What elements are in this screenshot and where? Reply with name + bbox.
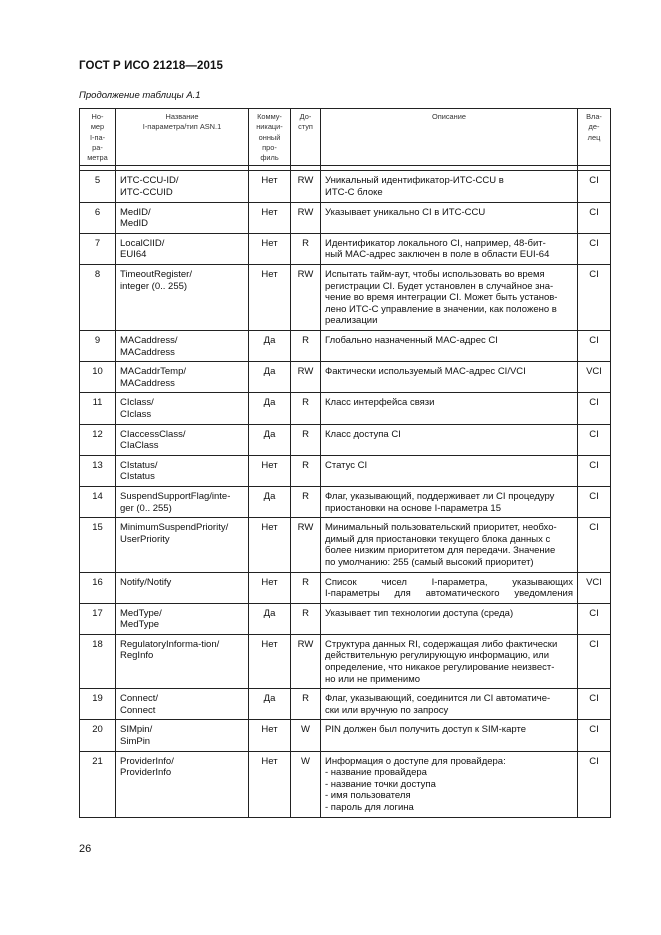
cell-owner: CI — [578, 689, 611, 720]
table-row — [80, 720, 611, 751]
cell-number: 14 — [80, 486, 116, 517]
cell-name: LocalCIID/ EUI64 — [116, 233, 249, 264]
cell-access: RW — [291, 202, 321, 233]
cell-comm-profile: Нет — [249, 572, 291, 603]
cell-access: R — [291, 393, 321, 424]
cell-access: RW — [291, 634, 321, 688]
table-row — [80, 486, 611, 517]
cell-description: PIN должен был получить доступ к SIM-карте — [321, 720, 578, 751]
cell-number: 11 — [80, 393, 116, 424]
cell-description: Указывает тип технологии доступа (среда) — [321, 603, 578, 634]
cell-comm-profile: Нет — [249, 518, 291, 572]
cell-number: 7 — [80, 233, 116, 264]
header-comm-profile: Комму- никаци- онный про- филь — [249, 109, 291, 166]
cell-number: 19 — [80, 689, 116, 720]
table-row — [80, 171, 611, 202]
cell-comm-profile: Нет — [249, 455, 291, 486]
cell-access: R — [291, 486, 321, 517]
cell-owner: CI — [578, 393, 611, 424]
cell-name: MedID/ MedID — [116, 202, 249, 233]
header-access: До- ступ — [291, 109, 321, 166]
cell-name: Notify/Notify — [116, 572, 249, 603]
header-description: Описание — [321, 109, 578, 166]
cell-owner: VCI — [578, 572, 611, 603]
cell-number: 21 — [80, 751, 116, 817]
cell-description: Флаг, указывающий, соединится ли CI автоматиче- ски или вручную по запросу — [321, 689, 578, 720]
table-row — [80, 233, 611, 264]
cell-access: R — [291, 233, 321, 264]
cell-description: Уникальный идентификатор-ИТС-CCU в ИТС-С блоке — [321, 171, 578, 202]
cell-description: Класс доступа CI — [321, 424, 578, 455]
cell-number: 20 — [80, 720, 116, 751]
cell-access: RW — [291, 362, 321, 393]
cell-access: RW — [291, 518, 321, 572]
table-caption: Продолжение таблицы А.1 — [79, 90, 201, 101]
cell-name: MACaddrTemp/ MACaddress — [116, 362, 249, 393]
cell-name: CIstatus/ CIstatus — [116, 455, 249, 486]
cell-number: 8 — [80, 265, 116, 331]
cell-name: SuspendSupportFlag/inte- ger (0.. 255) — [116, 486, 249, 517]
cell-access: R — [291, 572, 321, 603]
cell-access: R — [291, 424, 321, 455]
cell-number: 13 — [80, 455, 116, 486]
header-number: Но- мер I-па- ра- метра — [80, 109, 116, 166]
table-row — [80, 455, 611, 486]
cell-number: 17 — [80, 603, 116, 634]
cell-name: MinimumSuspendPriority/ UserPriority — [116, 518, 249, 572]
cell-number: 6 — [80, 202, 116, 233]
cell-comm-profile: Нет — [249, 720, 291, 751]
cell-owner: CI — [578, 486, 611, 517]
cell-access: RW — [291, 171, 321, 202]
cell-access: R — [291, 689, 321, 720]
parameter-table — [79, 108, 611, 818]
table-row — [80, 689, 611, 720]
cell-description: Список чисел I-параметра, указывающих I-параметры для автоматического уведомления — [321, 572, 578, 603]
table-row — [80, 202, 611, 233]
cell-access: RW — [291, 265, 321, 331]
cell-comm-profile: Да — [249, 486, 291, 517]
cell-description: Идентификатор локального CI, например, 48-бит- ный MAC-адрес заключен в поле в области EUI-64 — [321, 233, 578, 264]
cell-owner: CI — [578, 171, 611, 202]
cell-name: ProviderInfo/ ProviderInfo — [116, 751, 249, 817]
table-row — [80, 603, 611, 634]
cell-owner: CI — [578, 720, 611, 751]
cell-comm-profile: Нет — [249, 202, 291, 233]
table-row — [80, 265, 611, 331]
cell-description: Глобально назначенный MAC-адрес CI — [321, 331, 578, 362]
cell-number: 10 — [80, 362, 116, 393]
cell-number: 15 — [80, 518, 116, 572]
cell-description: Статус CI — [321, 455, 578, 486]
cell-comm-profile: Да — [249, 331, 291, 362]
cell-name: CIclass/ CIclass — [116, 393, 249, 424]
cell-owner: CI — [578, 603, 611, 634]
cell-comm-profile: Да — [249, 689, 291, 720]
cell-name: MedType/ MedType — [116, 603, 249, 634]
cell-access: W — [291, 720, 321, 751]
cell-number: 9 — [80, 331, 116, 362]
cell-description: Указывает уникально CI в ИТС-CCU — [321, 202, 578, 233]
cell-name: Connect/ Connect — [116, 689, 249, 720]
cell-owner: CI — [578, 455, 611, 486]
header-name: Название I-параметра/тип ASN.1 — [116, 109, 249, 166]
header-owner: Вла- де- лец — [578, 109, 611, 166]
cell-name: TimeoutRegister/ integer (0.. 255) — [116, 265, 249, 331]
cell-comm-profile: Да — [249, 603, 291, 634]
cell-name: CIaccessClass/ CIaClass — [116, 424, 249, 455]
table-row — [80, 331, 611, 362]
cell-access: R — [291, 455, 321, 486]
table-body — [80, 166, 611, 817]
cell-owner: VCI — [578, 362, 611, 393]
cell-name: MACaddress/ MACaddress — [116, 331, 249, 362]
cell-name: ИТС-CCU-ID/ ИТС-CCUID — [116, 171, 249, 202]
cell-access: W — [291, 751, 321, 817]
cell-description: Класс интерфейса связи — [321, 393, 578, 424]
cell-owner: CI — [578, 518, 611, 572]
cell-comm-profile: Да — [249, 393, 291, 424]
cell-comm-profile: Нет — [249, 171, 291, 202]
cell-comm-profile: Нет — [249, 751, 291, 817]
cell-number: 12 — [80, 424, 116, 455]
cell-access: R — [291, 603, 321, 634]
table-row — [80, 393, 611, 424]
cell-comm-profile: Нет — [249, 265, 291, 331]
cell-name: SIMpin/ SimPin — [116, 720, 249, 751]
cell-comm-profile: Да — [249, 362, 291, 393]
table-header-row — [80, 109, 611, 166]
table-row — [80, 572, 611, 603]
cell-description: Фактически используемый MAC-адрес CI/VCI — [321, 362, 578, 393]
cell-owner: CI — [578, 634, 611, 688]
table-row — [80, 518, 611, 572]
table-row — [80, 634, 611, 688]
cell-owner: CI — [578, 751, 611, 817]
cell-description: Информация о доступе для провайдера: - название провайдера - название точки доступа - имя пользователя - пароль для логина — [321, 751, 578, 817]
cell-owner: CI — [578, 424, 611, 455]
cell-owner: CI — [578, 233, 611, 264]
cell-number: 5 — [80, 171, 116, 202]
cell-comm-profile: Да — [249, 424, 291, 455]
cell-number: 16 — [80, 572, 116, 603]
table-row — [80, 751, 611, 817]
table-row — [80, 424, 611, 455]
cell-description: Испытать тайм-аут, чтобы использовать во время регистрации CI. Будет установлен в случайное зна- чение во время интеграции CI. Может быть установ- лено ИТС-С управление в значении, как положено в реализации — [321, 265, 578, 331]
cell-name: RegulatoryInforma-tion/ RegInfo — [116, 634, 249, 688]
cell-description: Минимальный пользовательский приоритет, необхо- димый для приостановки текущего блока данных с более низким приоритетом для передачи. Значение по умолчанию: 255 (самый высокий приоритет) — [321, 518, 578, 572]
cell-owner: CI — [578, 331, 611, 362]
cell-number: 18 — [80, 634, 116, 688]
cell-comm-profile: Нет — [249, 233, 291, 264]
table-row — [80, 362, 611, 393]
page-number: 26 — [79, 843, 92, 855]
cell-owner: CI — [578, 202, 611, 233]
cell-description: Структура данных RI, содержащая либо фактически действительную регулирующую информацию, или определение, что никакое регулирование неизвест- но или не применимо — [321, 634, 578, 688]
cell-comm-profile: Нет — [249, 634, 291, 688]
cell-description: Флаг, указывающий, поддерживает ли CI процедуру приостановки на основе I-параметра 15 — [321, 486, 578, 517]
cell-access: R — [291, 331, 321, 362]
document-header: ГОСТ Р ИСО 21218—2015 — [79, 60, 224, 72]
cell-owner: CI — [578, 265, 611, 331]
